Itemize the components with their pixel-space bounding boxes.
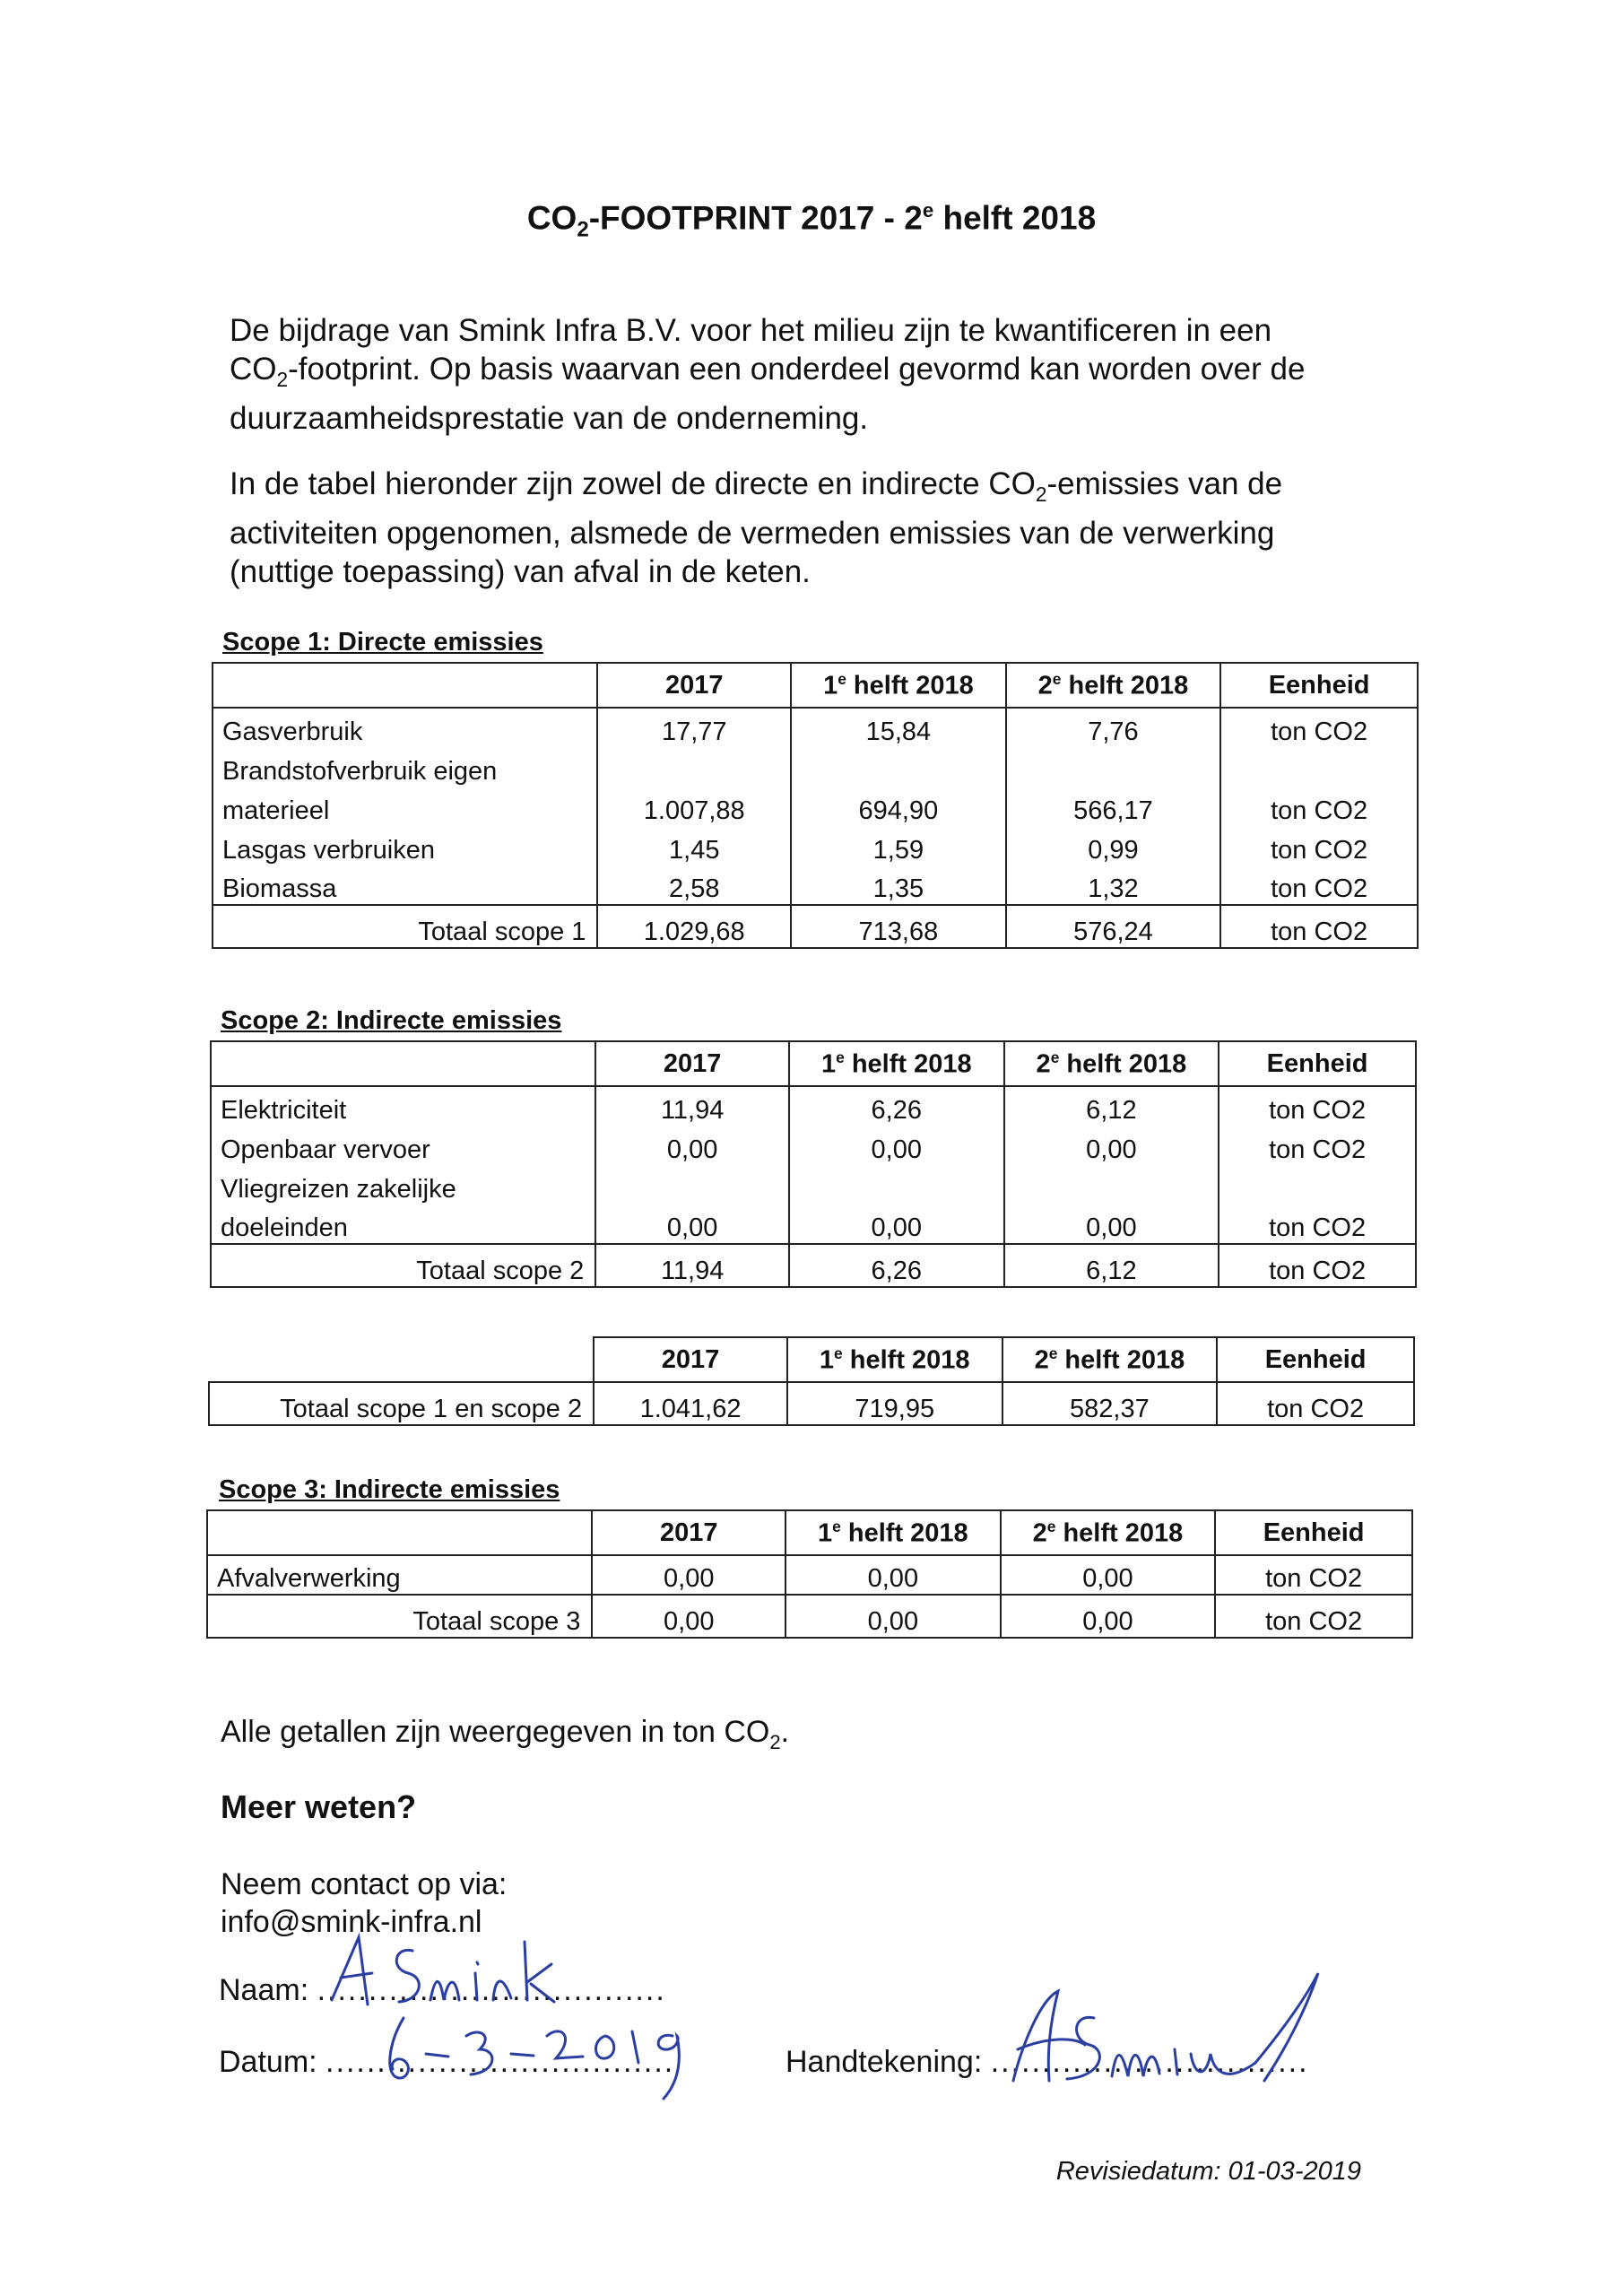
cell-first-half: 0,00: [789, 1205, 1004, 1244]
scope3-table: [206, 1509, 1413, 1639]
cell-first-half: 719,95: [787, 1382, 1002, 1425]
intro-line: In de tabel hieronder zijn zowel de directe en indirecte $CO_2$-emissies van de: [230, 466, 1283, 506]
units-note: Alle getallen zijn weergegeven in ton $CO_2$.: [221, 1715, 790, 1753]
total-row: [213, 905, 1418, 948]
cell-first-half: 0,00: [785, 1595, 1001, 1638]
scope2-table: [210, 1040, 1417, 1288]
cell-second-half: 582,37: [1002, 1382, 1218, 1425]
cell-2017: 1.029,68: [597, 905, 791, 948]
more-info-heading: Meer weten?: [221, 1788, 417, 1825]
total-row: [211, 1244, 1416, 1287]
cell-second-half: 1,32: [1006, 865, 1221, 905]
total-row: [207, 1595, 1412, 1638]
table-header-row: [207, 1510, 1412, 1555]
cell-2017: 11,94: [595, 1086, 789, 1126]
cell-second-half: 566,17: [1006, 787, 1221, 826]
name-dotted-line: ..................................: [317, 1973, 666, 2007]
cell-2017: 0,00: [595, 1126, 789, 1165]
cell-unit: ton CO2: [1220, 826, 1418, 865]
cell-second-half: 0,99: [1006, 826, 1221, 865]
cell-2017: 17,77: [597, 708, 791, 747]
signature-drawing: [995, 1964, 1336, 2099]
page-title: $CO_2$-FOOTPRINT 2017 - 2e helft 2018: [526, 199, 1097, 242]
contact-text: Neem contact op via:: [221, 1867, 508, 1901]
name-label: Naam:: [219, 1973, 309, 2007]
cell-second-half: 7,76: [1006, 708, 1221, 747]
cell-2017: 11,94: [595, 1244, 789, 1287]
cell-2017: 1.041,62: [594, 1382, 787, 1425]
signature: [995, 1964, 1336, 2103]
total-label: Totaal scope 2: [211, 1244, 595, 1287]
header-2017: 2017: [594, 1337, 787, 1382]
contact-email: info@smink-infra.nl: [221, 1905, 482, 1939]
cell-first-half: [791, 747, 1006, 787]
cell-first-half: 0,00: [785, 1555, 1001, 1595]
cell-2017: 1.007,88: [597, 787, 791, 826]
table-row: [207, 1555, 1412, 1595]
signature-dotted-line: ...............................: [990, 2045, 1309, 2079]
header-2017: 2017: [597, 663, 791, 708]
row-label: Gasverbruik: [213, 708, 597, 747]
cell-unit: ton CO2: [1220, 787, 1418, 826]
header-empty: [207, 1510, 592, 1555]
revision-date: Revisiedatum: 01-03-2019: [1055, 2157, 1361, 2186]
header-first-half-2018: 1e helft 2018: [789, 1041, 1004, 1086]
row-label: Elektriciteit: [211, 1086, 595, 1126]
date-dotted-line: ..................................: [325, 2045, 675, 2079]
cell-unit: ton CO2: [1220, 708, 1418, 747]
header-2017: 2017: [592, 1510, 785, 1555]
cell-second-half: 0,00: [1004, 1126, 1219, 1165]
date-label: Datum:: [219, 2045, 317, 2079]
header-first-half-2018: 1e helft 2018: [791, 663, 1006, 708]
cell-first-half: 713,68: [791, 905, 1006, 948]
cell-first-half: 6,26: [789, 1244, 1004, 1287]
handwritten-date: [377, 2005, 708, 2108]
header-second-half-2018: 2e helft 2018: [1001, 1510, 1216, 1555]
scope1-title: Scope 1: Directe emissies: [222, 628, 543, 657]
intro-line: De bijdrage van Smink Infra B.V. voor het milieu zijn te kwantificeren in een: [230, 313, 1272, 348]
table-header-row: [209, 1337, 1414, 1382]
table-row: [213, 708, 1418, 747]
cell-first-half: 694,90: [791, 787, 1006, 826]
table-row: [213, 826, 1418, 865]
table-row: [213, 747, 1418, 787]
row-label: Openbaar vervoer: [211, 1126, 595, 1165]
cell-first-half: 15,84: [791, 708, 1006, 747]
handwritten-date-text: [0, 0, 1, 1]
cell-2017: [597, 747, 791, 787]
cell-second-half: 576,24: [1006, 905, 1221, 948]
intro-line: duurzaamheidsprestatie van de onderneming.: [230, 401, 869, 436]
cell-unit: ton CO2: [1219, 1086, 1416, 1126]
intro-paragraph: [230, 311, 1431, 438]
cell-second-half: 0,00: [1001, 1595, 1216, 1638]
cell-2017: 1,45: [597, 826, 791, 865]
total-label: Totaal scope 3: [207, 1595, 592, 1638]
intro-line: $CO_2$-footprint. Op basis waarvan een onderdeel gevormd kan worden over de: [230, 352, 1306, 391]
row-label: Biomassa: [213, 865, 597, 905]
header-unit: Eenheid: [1220, 663, 1418, 708]
total-row: [209, 1382, 1414, 1425]
scope1-table: [212, 662, 1419, 949]
intro-line: (nuttige toepassing) van afval in de keten.: [230, 554, 811, 589]
total-label: Totaal scope 1 en scope 2: [209, 1382, 594, 1425]
row-label: Afvalverwerking: [207, 1555, 592, 1595]
row-label: doeleinden: [211, 1205, 595, 1244]
header-second-half-2018: 2e helft 2018: [1002, 1337, 1218, 1382]
table-header-row: [213, 663, 1418, 708]
cell-unit: ton CO2: [1215, 1555, 1412, 1595]
cell-unit: [1220, 747, 1418, 787]
cell-first-half: 1,59: [791, 826, 1006, 865]
table-intro-paragraph: [230, 465, 1431, 591]
cell-second-half: 6,12: [1004, 1244, 1219, 1287]
cell-unit: ton CO2: [1219, 1205, 1416, 1244]
cell-unit: ton CO2: [1217, 1382, 1414, 1425]
header-2017: 2017: [595, 1041, 789, 1086]
cell-unit: ton CO2: [1219, 1244, 1416, 1287]
cell-second-half: 0,00: [1001, 1555, 1216, 1595]
table-row: [211, 1205, 1416, 1244]
cell-unit: [1219, 1165, 1416, 1205]
intro-line: activiteiten opgenomen, alsmede de vermeden emissies van de verwerking: [230, 516, 1275, 551]
scope3-title: Scope 3: Indirecte emissies: [219, 1475, 560, 1504]
table-row: [213, 787, 1418, 826]
header-second-half-2018: 2e helft 2018: [1006, 663, 1221, 708]
cell-2017: 2,58: [597, 865, 791, 905]
cell-2017: 0,00: [595, 1205, 789, 1244]
row-label: materieel: [213, 787, 597, 826]
cell-unit: ton CO2: [1220, 905, 1418, 948]
cell-second-half: 0,00: [1004, 1205, 1219, 1244]
table-row: [211, 1165, 1416, 1205]
signature-label: Handtekening:: [785, 2045, 983, 2079]
header-empty: [213, 663, 597, 708]
combined-total-table: [208, 1336, 1415, 1426]
cell-2017: 0,00: [592, 1555, 785, 1595]
header-unit: Eenheid: [1219, 1041, 1416, 1086]
header-second-half-2018: 2e helft 2018: [1004, 1041, 1219, 1086]
header-first-half-2018: 1e helft 2018: [785, 1510, 1001, 1555]
cell-2017: [595, 1165, 789, 1205]
cell-first-half: 1,35: [791, 865, 1006, 905]
table-header-row: [211, 1041, 1416, 1086]
table-row: [211, 1126, 1416, 1165]
header-empty: [211, 1041, 595, 1086]
header-first-half-2018: 1e helft 2018: [787, 1337, 1002, 1382]
table-row: [213, 865, 1418, 905]
cell-first-half: 6,26: [789, 1086, 1004, 1126]
total-label: Totaal scope 1: [213, 905, 597, 948]
header-empty: [209, 1337, 594, 1382]
cell-unit: ton CO2: [1220, 865, 1418, 905]
cell-unit: ton CO2: [1219, 1126, 1416, 1165]
header-unit: Eenheid: [1217, 1337, 1414, 1382]
cell-second-half: 6,12: [1004, 1086, 1219, 1126]
cell-unit: ton CO2: [1215, 1595, 1412, 1638]
row-label: Vliegreizen zakelijke: [211, 1165, 595, 1205]
cell-first-half: [789, 1165, 1004, 1205]
cell-first-half: 0,00: [789, 1126, 1004, 1165]
row-label: Lasgas verbruiken: [213, 826, 597, 865]
scope2-title: Scope 2: Indirecte emissies: [221, 1006, 562, 1035]
cell-second-half: [1006, 747, 1221, 787]
cell-second-half: [1004, 1165, 1219, 1205]
cell-2017: 0,00: [592, 1595, 785, 1638]
handwritten-date-drawing: [377, 2005, 708, 2103]
row-label: Brandstofverbruik eigen: [213, 747, 597, 787]
table-row: [211, 1086, 1416, 1126]
header-unit: Eenheid: [1215, 1510, 1412, 1555]
